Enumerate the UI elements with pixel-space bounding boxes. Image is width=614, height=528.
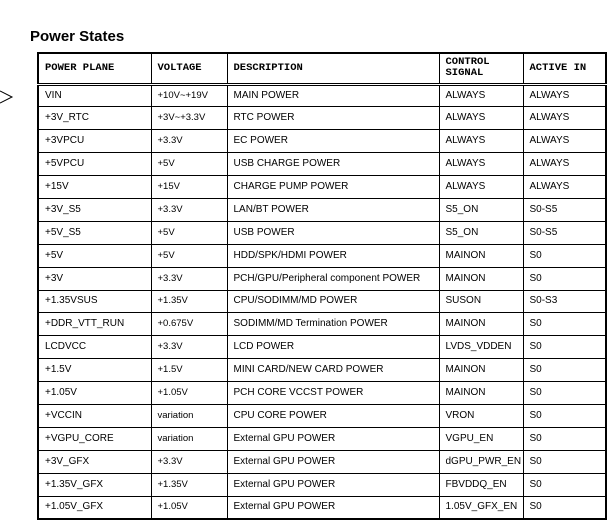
power-plane-cell: VIN [38, 84, 151, 107]
active-in-cell: S0 [523, 473, 606, 496]
active-in-cell: S0-S5 [523, 221, 606, 244]
power-plane-cell: +5VPCU [38, 153, 151, 176]
description-cell: PCH CORE VCCST POWER [227, 382, 439, 405]
active-in-cell: ALWAYS [523, 130, 606, 153]
table-row [38, 84, 606, 107]
active-in-cell: S0 [523, 359, 606, 382]
control-signal-cell: dGPU_PWR_EN [439, 450, 523, 473]
table-row [38, 496, 606, 519]
power-plane-cell: +VGPU_CORE [38, 427, 151, 450]
voltage-cell: +15V [151, 176, 227, 199]
active-in-cell: ALWAYS [523, 107, 606, 130]
description-cell: LAN/BT POWER [227, 198, 439, 221]
voltage-cell: +1.5V [151, 359, 227, 382]
arrow-icon [0, 88, 16, 106]
voltage-cell: +1.05V [151, 496, 227, 519]
header-voltage: VOLTAGE [151, 53, 227, 84]
control-signal-cell: MAINON [439, 267, 523, 290]
voltage-cell: +3.3V [151, 336, 227, 359]
description-cell: External GPU POWER [227, 496, 439, 519]
control-signal-cell: LVDS_VDDEN [439, 336, 523, 359]
voltage-cell: +5V [151, 244, 227, 267]
table-row [38, 244, 606, 267]
header-power-plane: POWER PLANE [38, 53, 151, 84]
power-states-table [37, 52, 607, 520]
power-plane-cell: LCDVCC [38, 336, 151, 359]
control-signal-cell: S5_ON [439, 221, 523, 244]
table-row [38, 450, 606, 473]
control-signal-cell: MAINON [439, 382, 523, 405]
active-in-cell: S0 [523, 496, 606, 519]
power-plane-cell: +3V [38, 267, 151, 290]
table-body [38, 84, 606, 519]
active-in-cell: S0-S3 [523, 290, 606, 313]
description-cell: USB POWER [227, 221, 439, 244]
power-plane-cell: +5V [38, 244, 151, 267]
description-cell: MINI CARD/NEW CARD POWER [227, 359, 439, 382]
table-row [38, 382, 606, 405]
control-signal-cell: VGPU_EN [439, 427, 523, 450]
active-in-cell: S0 [523, 313, 606, 336]
power-plane-cell: +3V_RTC [38, 107, 151, 130]
section-title: Power States [30, 28, 125, 45]
table-row [38, 427, 606, 450]
description-cell: MAIN POWER [227, 84, 439, 107]
power-plane-cell: +VCCIN [38, 404, 151, 427]
table-row [38, 290, 606, 313]
active-in-cell: S0 [523, 267, 606, 290]
voltage-cell: variation [151, 404, 227, 427]
voltage-cell: +3.3V [151, 130, 227, 153]
active-in-cell: S0 [523, 244, 606, 267]
active-in-cell: S0 [523, 382, 606, 405]
power-plane-cell: +3VPCU [38, 130, 151, 153]
header-control-signal: CONTROL SIGNAL [439, 53, 523, 84]
control-signal-cell: ALWAYS [439, 176, 523, 199]
control-signal-cell: SUSON [439, 290, 523, 313]
table-row [38, 221, 606, 244]
table-row [38, 153, 606, 176]
power-plane-cell: +1.5V [38, 359, 151, 382]
voltage-cell: +1.05V [151, 382, 227, 405]
active-in-cell: S0 [523, 404, 606, 427]
active-in-cell: S0-S5 [523, 198, 606, 221]
voltage-cell: +3.3V [151, 267, 227, 290]
description-cell: CHARGE PUMP POWER [227, 176, 439, 199]
voltage-cell: +3.3V [151, 198, 227, 221]
description-cell: PCH/GPU/Peripheral component POWER [227, 267, 439, 290]
control-signal-cell: MAINON [439, 313, 523, 336]
control-signal-cell: FBVDDQ_EN [439, 473, 523, 496]
description-cell: CPU/SODIMM/MD POWER [227, 290, 439, 313]
control-signal-cell: ALWAYS [439, 153, 523, 176]
power-plane-cell: +DDR_VTT_RUN [38, 313, 151, 336]
active-in-cell: ALWAYS [523, 176, 606, 199]
table-header-row [38, 53, 606, 84]
voltage-cell: +0.675V [151, 313, 227, 336]
description-cell: External GPU POWER [227, 473, 439, 496]
voltage-cell: +1.35V [151, 290, 227, 313]
voltage-cell: +5V [151, 221, 227, 244]
control-signal-cell: MAINON [439, 359, 523, 382]
voltage-cell: +3.3V [151, 450, 227, 473]
table-row [38, 336, 606, 359]
description-cell: SODIMM/MD Termination POWER [227, 313, 439, 336]
voltage-cell: +5V [151, 153, 227, 176]
power-plane-cell: +3V_GFX [38, 450, 151, 473]
control-signal-cell: 1.05V_GFX_EN [439, 496, 523, 519]
description-cell: External GPU POWER [227, 450, 439, 473]
voltage-cell: +3V~+3.3V [151, 107, 227, 130]
description-cell: USB CHARGE POWER [227, 153, 439, 176]
power-plane-cell: +3V_S5 [38, 198, 151, 221]
power-plane-cell: +1.35VSUS [38, 290, 151, 313]
voltage-cell: +1.35V [151, 473, 227, 496]
power-plane-cell: +5V_S5 [38, 221, 151, 244]
active-in-cell: S0 [523, 427, 606, 450]
control-signal-cell: S5_ON [439, 198, 523, 221]
control-signal-cell: ALWAYS [439, 107, 523, 130]
header-active-in: ACTIVE IN [523, 53, 606, 84]
control-signal-cell: ALWAYS [439, 130, 523, 153]
description-cell: CPU CORE POWER [227, 404, 439, 427]
power-plane-cell: +15V [38, 176, 151, 199]
control-signal-cell: ALWAYS [439, 84, 523, 107]
description-cell: External GPU POWER [227, 427, 439, 450]
table-row [38, 130, 606, 153]
header-description: DESCRIPTION [227, 53, 439, 84]
description-cell: LCD POWER [227, 336, 439, 359]
active-in-cell: S0 [523, 336, 606, 359]
table-row [38, 313, 606, 336]
active-in-cell: ALWAYS [523, 84, 606, 107]
description-cell: RTC POWER [227, 107, 439, 130]
voltage-cell: variation [151, 427, 227, 450]
power-plane-cell: +1.35V_GFX [38, 473, 151, 496]
active-in-cell: S0 [523, 450, 606, 473]
table-row [38, 473, 606, 496]
table-row [38, 198, 606, 221]
control-signal-cell: VRON [439, 404, 523, 427]
table-row [38, 107, 606, 130]
description-cell: HDD/SPK/HDMI POWER [227, 244, 439, 267]
control-signal-cell: MAINON [439, 244, 523, 267]
table-row [38, 359, 606, 382]
table-row [38, 267, 606, 290]
power-plane-cell: +1.05V [38, 382, 151, 405]
voltage-cell: +10V~+19V [151, 84, 227, 107]
power-plane-cell: +1.05V_GFX [38, 496, 151, 519]
description-cell: EC POWER [227, 130, 439, 153]
active-in-cell: ALWAYS [523, 153, 606, 176]
table-row [38, 404, 606, 427]
table-row [38, 176, 606, 199]
